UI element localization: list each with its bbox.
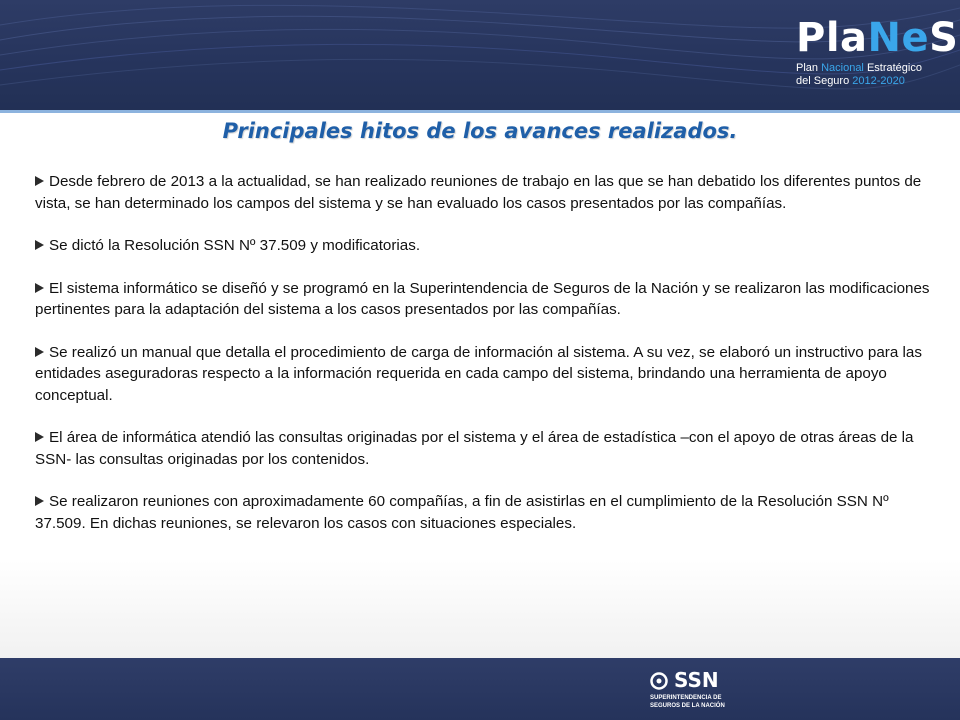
header-banner: [0, 0, 960, 110]
bullet-item: Desde febrero de 2013 a la actualidad, se han realizado reuniones de trabajo en las que se han debatido los diferentes puntos de vista, se han determinado los campos del sistema y se han evaluado los casos presentados por las compañías.: [35, 173, 922, 212]
bullet-item: Se realizaron reuniones con aproximadamente 60 compañías, a fin de asistirlas en el cumplimiento de la Resolución SSN Nº 37.509. En dichas reuniones, se relevaron los casos con situaciones especiales.: [35, 493, 889, 532]
arrow-bullet-icon: [35, 240, 44, 250]
ssn-logo-subtitle: SUPERINTENDENCIA DE SEGUROS DE LA NACIÓN: [650, 695, 725, 709]
bullet-list: [35, 171, 940, 555]
arrow-bullet-icon: [35, 283, 44, 293]
arrow-bullet-icon: [35, 347, 44, 357]
bullet-item: Se realizó un manual que detalla el procedimiento de carga de información al sistema. A su vez, se elaboró un instructivo para las entidades aseguradoras respecto a la información requerida en cada campo del sistema, brindando una herramienta de apoyo conceptual.: [35, 343, 922, 404]
arrow-bullet-icon: [35, 496, 44, 506]
planes-logo-title: PlaNeS: [796, 15, 959, 61]
bullet-item: Se dictó la Resolución SSN Nº 37.509 y modificatorias.: [35, 235, 940, 257]
slide-title: Principales hitos de los avances realizados.: [222, 119, 738, 143]
bullet-item: El sistema informático se diseñó y se programó en la Superintendencia de Seguros de la Nación y se realizaron las modificaciones pertinentes para la adaptación del sistema a los casos presentados por las compañías.: [35, 279, 930, 318]
slide-content: [0, 113, 960, 658]
arrow-bullet-icon: [35, 176, 44, 186]
footer-banner: [0, 658, 960, 720]
ssn-logo: [650, 670, 736, 716]
planes-logo-subtitle: Plan Nacional Estratégico del Seguro 2012-2020: [796, 62, 922, 87]
bullet-item: El área de informática atendió las consultas originadas por el sistema y el área de estadística –con el apoyo de otras áreas de la SSN- las consultas originadas por los contenidos.: [35, 429, 914, 468]
planes-logo: [782, 0, 960, 110]
ssn-logo-text: SSN: [674, 668, 719, 692]
arrow-bullet-icon: [35, 432, 44, 442]
ssn-emblem-icon: [650, 672, 668, 690]
